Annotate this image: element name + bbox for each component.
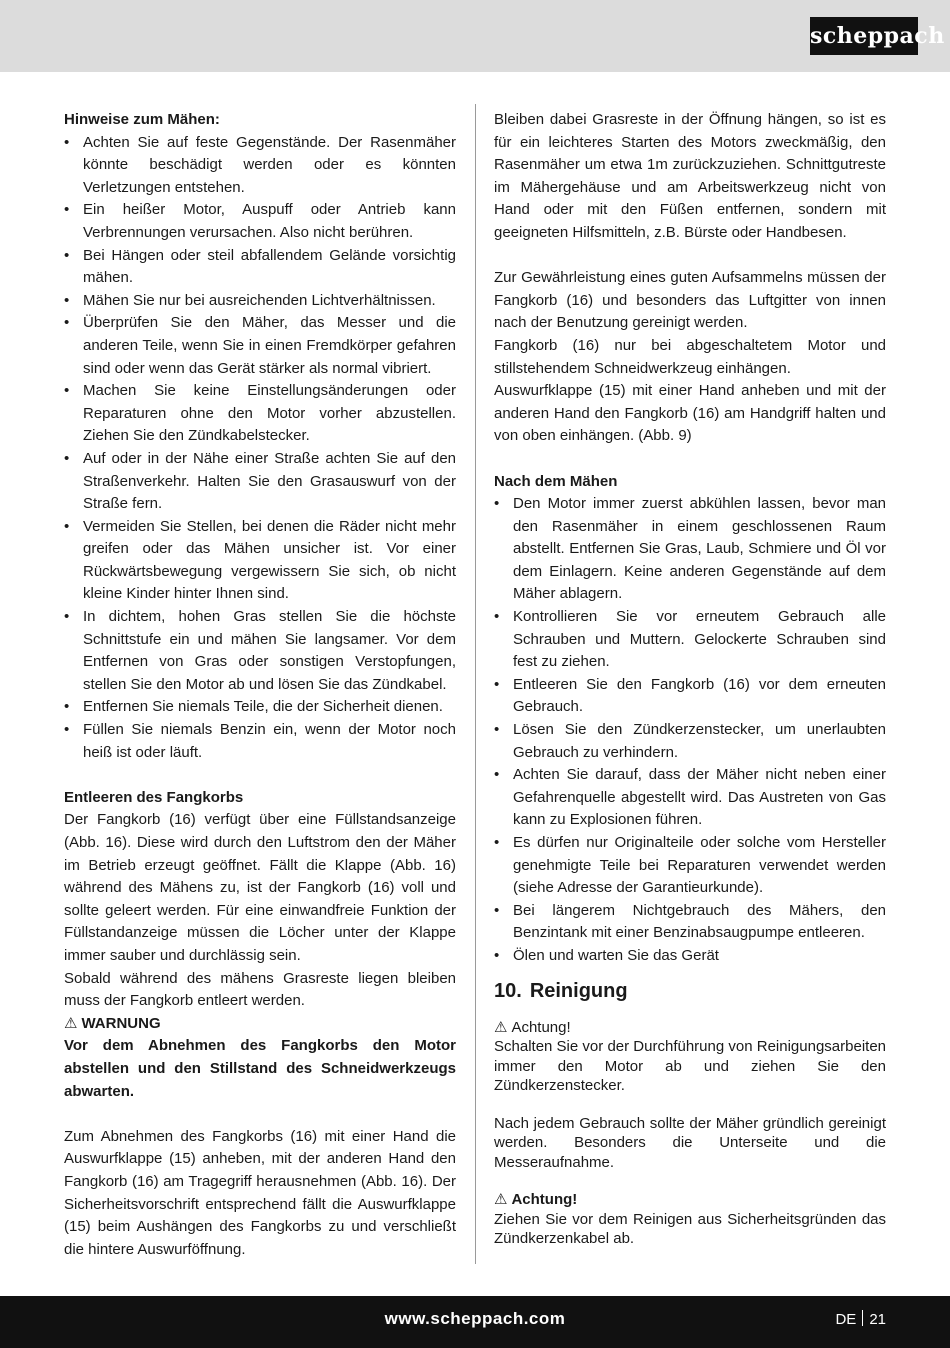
list-item: • In dichtem, hohen Gras stellen Sie die höchste Schnittstufe ein und mähen Sie langsamer. Vor dem Entfernen von Gras oder sonstigen Verstopfungen, stellen Sie den Motor ab und lösen Sie das Zündkabel. [64, 606, 456, 696]
list-item: • Bei Hängen oder steil abfallendem Gelände vorsichtig mähen. [64, 245, 456, 290]
attention-2-line [494, 1190, 886, 1210]
clean-text: Nach jedem Gebrauch sollte der Mäher gründlich gereinigt werden. Besonders die Unterseite und die Messeraufnahme. [494, 1114, 886, 1171]
attention-2-label: Achtung! [511, 1191, 578, 1209]
list-item: • Auf oder in der Nähe einer Straße achten Sie auf den Straßenverkehr. Halten Sie den Grasauswurf von der Straße fern. [64, 448, 456, 516]
attach-paragraph-1: Fangkorb (16) nur bei abgeschaltetem Motor und stillstehendem Schneidwerkzeug einhängen. [494, 336, 886, 377]
footer-url: www.scheppach.com [384, 1309, 566, 1328]
warning-icon: ⚠ [64, 1014, 78, 1032]
mowing-heading: Hinweise zum Mähen: [64, 111, 220, 128]
attention-2-text: Ziehen Sie vor dem Reinigen aus Sicherheitsgründen das Zündkerzenkabel ab. [494, 1210, 886, 1248]
warning-label-line [64, 1013, 456, 1036]
page-number: 21 [869, 1311, 886, 1328]
warning-text: Vor dem Abnehmen des Fangkorbs den Motor abstellen und den Stillstand des Schneidwerkzeugs abwarten. [64, 1037, 456, 1100]
list-item: • Ölen und warten Sie das Gerät [494, 945, 886, 968]
list-item: • Es dürfen nur Originalteile oder solche vom Hersteller genehmigte Teile bei Reparaturen verwendet werden (siehe Adresse der Garantieurkunde). [494, 832, 886, 900]
warning-icon: ⚠ [494, 1018, 508, 1036]
language-code: DE [835, 1311, 857, 1328]
list-item: • Vermeiden Sie Stellen, bei denen die Räder nicht mehr greifen oder das Mähen unsicher ist. Vor einer Rückwärtsbewegung vergewissern Sie sich, ob nicht kleine Kinder hinter Ihnen sind. [64, 516, 456, 606]
attention-1-label: Achtung! [511, 1018, 571, 1036]
list-item: • Überprüfen Sie den Mäher, das Messer und die anderen Teile, wenn Sie in einen Fremdkörper gefahren sind oder wenn das Gerät stärker als normal vibriert. [64, 312, 456, 380]
list-item: • Entleeren Sie den Fangkorb (16) vor dem erneuten Gebrauch. [494, 674, 886, 719]
warning-icon: ⚠ [494, 1191, 508, 1209]
warning-label: WARNUNG [81, 1014, 161, 1032]
list-item: • Achten Sie darauf, dass der Mäher nicht neben einer Gefahrenquelle abgestellt wird. Das Austreten von Gas kann zu Explosionen führen. [494, 764, 886, 832]
list-item: • Entfernen Sie niemals Teile, die der Sicherheit dienen. [64, 696, 456, 719]
list-item: • Machen Sie keine Einstellungsänderungen oder Reparaturen ohne den Motor vorher abzustellen. Ziehen Sie den Zündkabelstecker. [64, 380, 456, 448]
remove-paragraph: Zum Abnehmen des Fangkorbs (16) mit einer Hand die Auswurfklappe (15) anheben, mit der anderen Hand den Fangkorb (16) am Tragegriff herausnehmen (Abb. 16). Der Sicherheitsvorschrift entsprechend fällt die Auswurfklappe (15) beim Aushängen des Fangkorbs zu und verschließt die hintere Auswurföffnung. [64, 1127, 456, 1258]
empty-paragraph-1: Der Fangkorb (16) verfügt über eine Füllstandsanzeige (Abb. 16). Diese wird durch den Luftstrom den der Mäher im Betrieb erzeugt geöffnet. Fällt die Klappe (Abb. 16) während des Mähens zu, ist der Fangkorb (16) voll und sollte geleert werden. Für eine einwandfreie Funktion der Füllstandanzeige müssen die Löcher unter der Klappe immer sauber und durchlässig sein. [64, 811, 456, 964]
section-title [494, 978, 886, 1004]
mowing-list [64, 132, 456, 765]
after-mowing-list [494, 493, 886, 967]
clean-catcher-paragraph: Zur Gewährleistung eines guten Aufsammelns müssen der Fangkorb (16) und besonders das Luftgitter von innen nach der Benutzung gereinigt werden. [494, 269, 886, 332]
attention-1-text: Schalten Sie vor der Durchführung von Reinigungsarbeiten immer den Motor ab und ziehen Sie den Zündkerzenstecker. [494, 1038, 886, 1095]
attention-1-line [494, 1018, 886, 1038]
list-item: • Den Motor immer zuerst abkühlen lassen, bevor man den Rasenmäher in einem geschlossenen Raum abstellt. Entfernen Sie Gras, Laub, Schmiere und Öl vor dem Einlagern. Keine anderen Gegenstände auf dem Mäher ablagern. [494, 493, 886, 606]
after-mowing-heading: Nach dem Mähen [494, 472, 618, 490]
page-separator [862, 1310, 863, 1326]
empty-heading: Entleeren des Fangkorbs [64, 788, 244, 806]
list-item: • Kontrollieren Sie vor erneutem Gebrauch alle Schrauben und Muttern. Gelockerte Schrauben sind fest zu ziehen. [494, 606, 886, 674]
list-item: • Bei längerem Nichtgebrauch des Mähers, den Benzintank mit einer Benzinabsaugpumpe entleeren. [494, 900, 886, 945]
section-title-text: Reinigung [529, 979, 628, 1002]
list-item: • Lösen Sie den Zündkerzenstecker, um unerlaubten Gebrauch zu verhindern. [494, 719, 886, 764]
right-column [494, 109, 886, 1249]
list-item: • Füllen Sie niemals Benzin ein, wenn der Motor noch heiß ist oder läuft. [64, 719, 456, 764]
column-divider [475, 104, 476, 1264]
page-indicator [835, 1310, 886, 1328]
list-item: • Mähen Sie nur bei ausreichenden Lichtverhältnissen. [64, 290, 456, 313]
empty-paragraph-2: Sobald während des mähens Grasreste liegen bleiben muss der Fangkorb entleert werden. [64, 969, 456, 1010]
header-band [0, 0, 950, 72]
left-column [64, 109, 456, 1261]
footer-band [0, 1296, 950, 1348]
brand-logo: scheppach [810, 17, 918, 55]
residue-paragraph: Bleiben dabei Grasreste in der Öffnung hängen, so ist es für ein leichteres Starten des Motors zweckmäßig, den Rasenmäher um etwa 1m zurückzuziehen. Schnittgutreste im Mähergehäuse und am Arbeitswerkzeug nicht von Hand oder mit den Füßen entfernen, sondern mit geeigneten Hilfsmitteln, z.B. Bürste oder Handbesen. [494, 111, 886, 241]
attach-paragraph-2: Auswurfklappe (15) mit einer Hand anheben und mit der anderen Hand den Fangkorb (16) am Handgriff halten und von oben einhängen. (Abb. 9) [494, 382, 886, 445]
list-item: • Ein heißer Motor, Auspuff oder Antrieb kann Verbrennungen verursachen. Also nicht berühren. [64, 199, 456, 244]
section-number: 10. [494, 979, 522, 1002]
list-item: • Achten Sie auf feste Gegenstände. Der Rasenmäher könnte beschädigt werden oder es könnten Verletzungen entstehen. [64, 132, 456, 200]
